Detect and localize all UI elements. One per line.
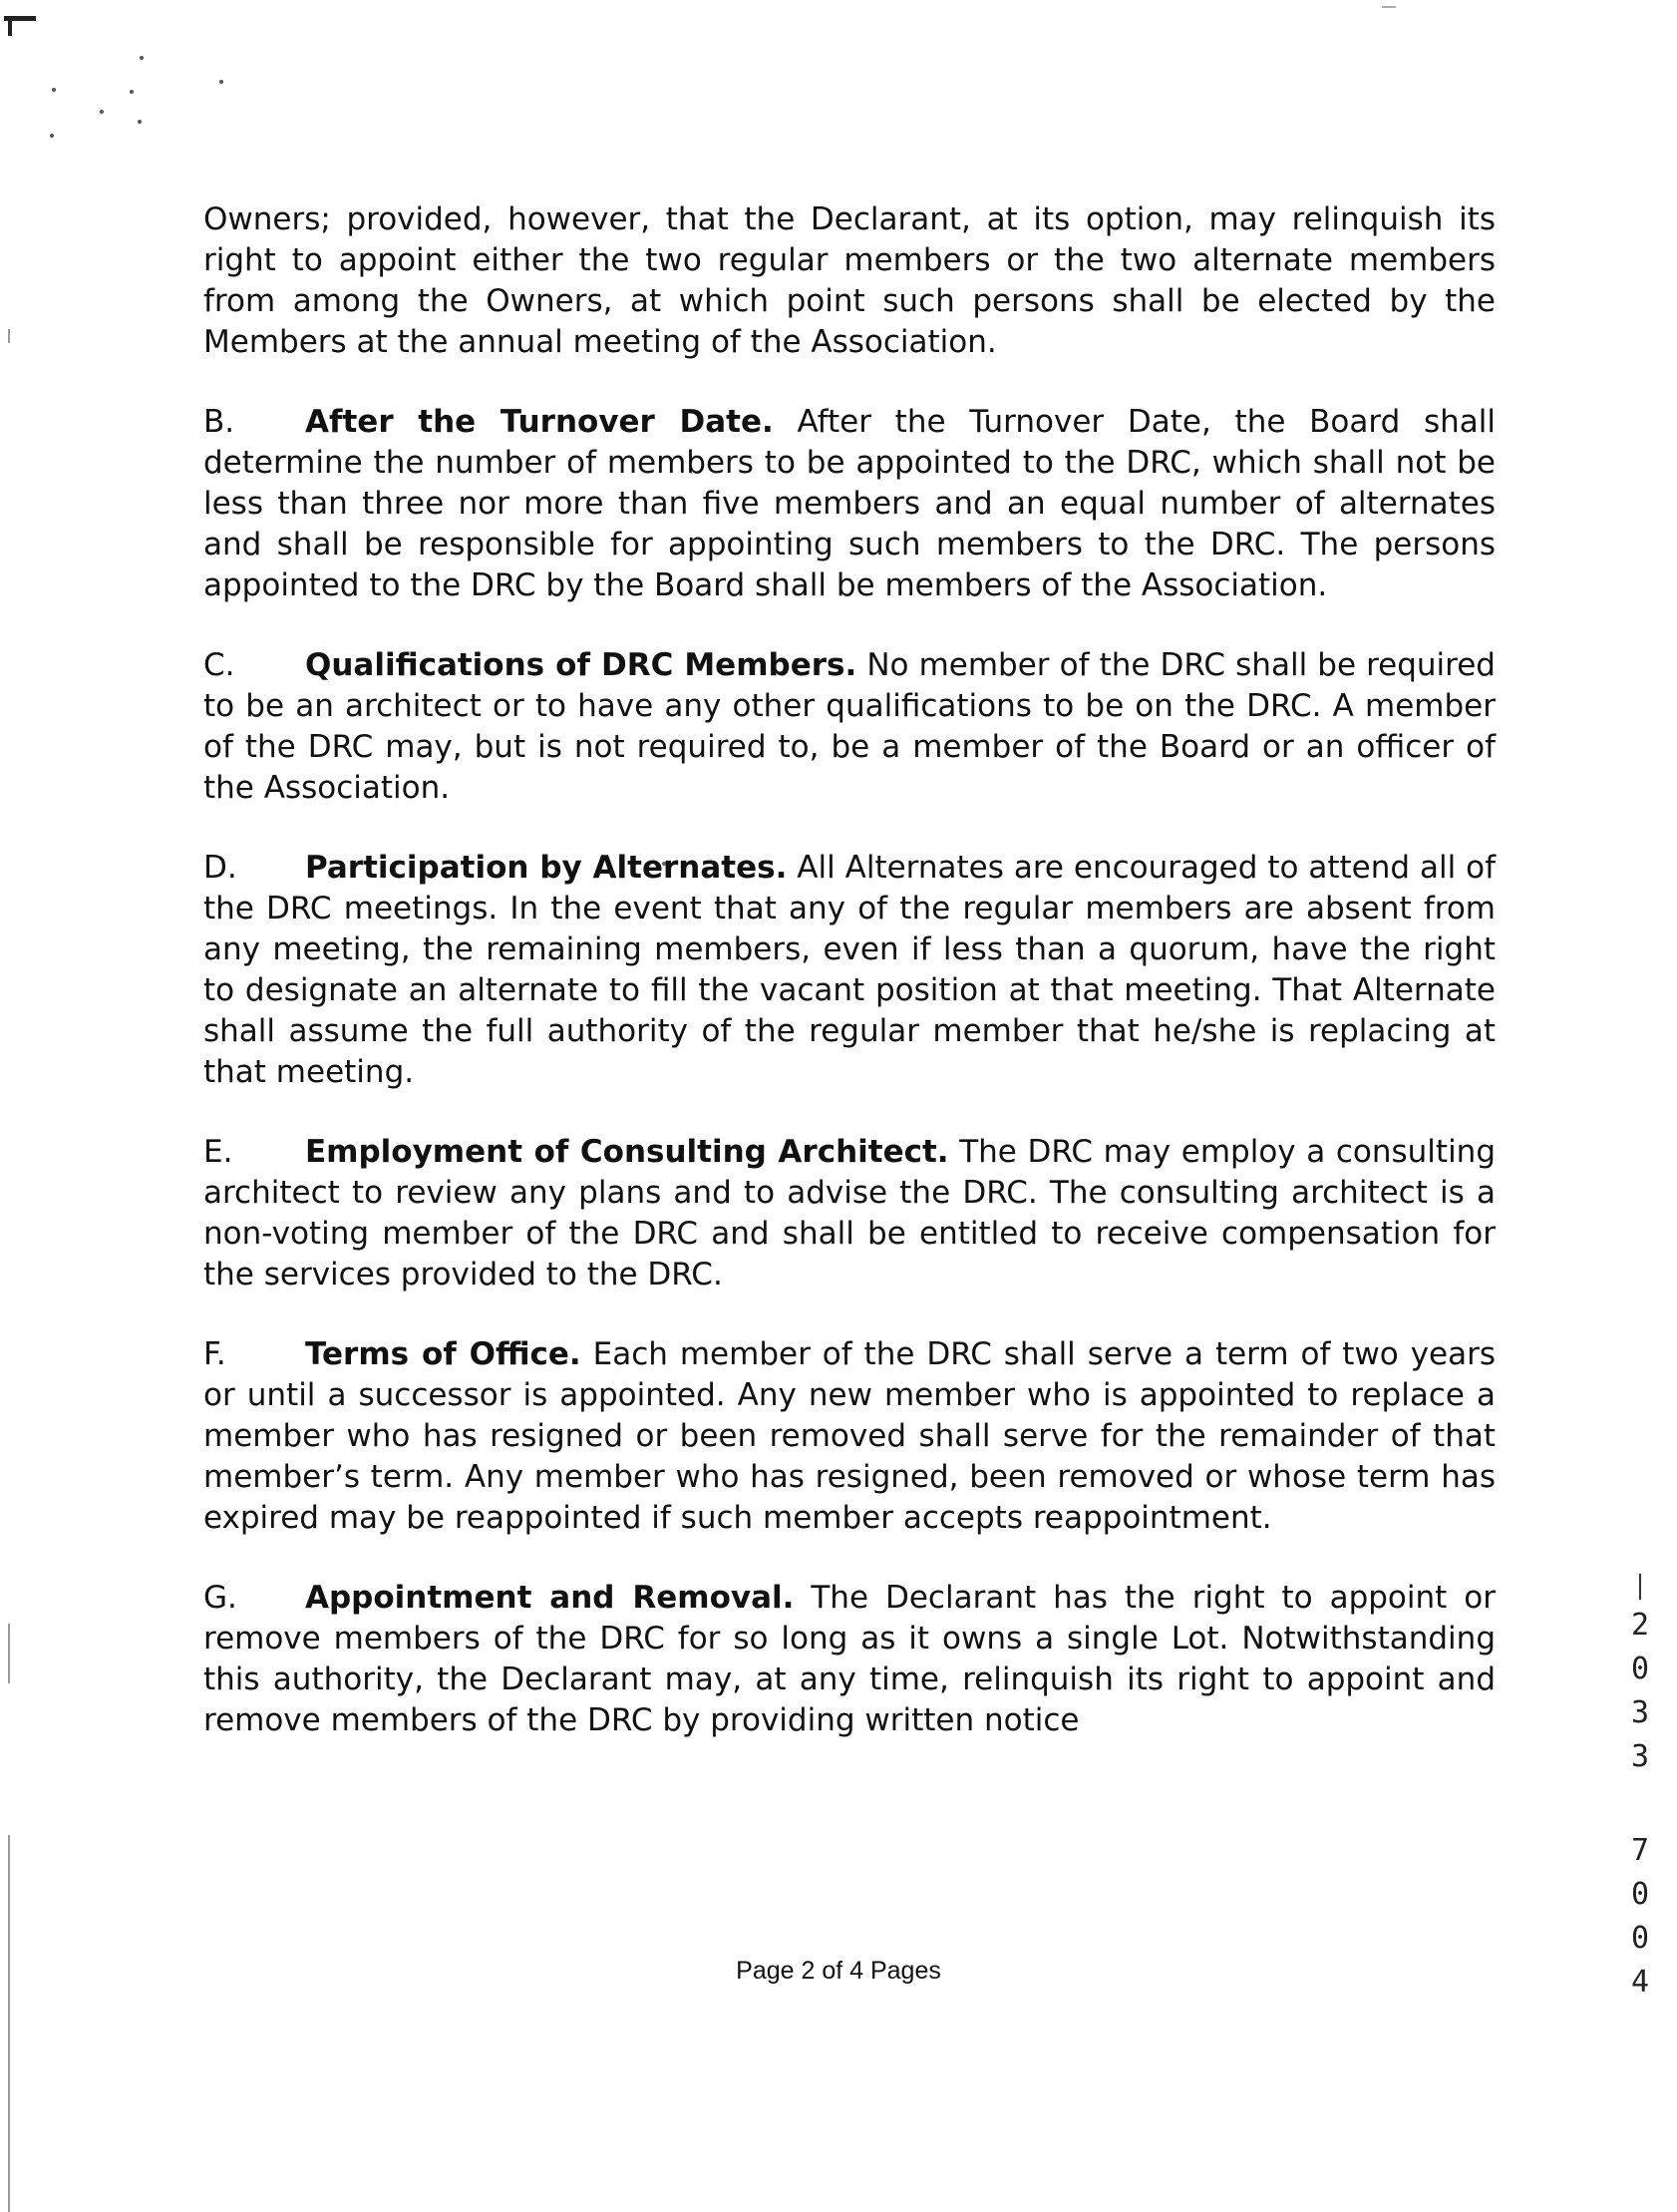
stamp-digit: 4 — [1630, 1965, 1650, 2000]
section-text: No member of the DRC shall be required to be an architect or to have any other qualifications to be on the DRC. A member of the DRC may, but is not required to, be a member of the Board or an officer of the Association. — [203, 647, 1496, 806]
stamp-digit: 7 — [1630, 1833, 1650, 1868]
section-heading: After the Turnover Date. — [305, 404, 774, 440]
recording-stamp-number — [1623, 1574, 1657, 2005]
corner-staple-mark-stem — [8, 16, 12, 36]
scan-edge-line — [8, 1624, 10, 1683]
section-text: Each member of the DRC shall serve a term of two years or until a successor is appointed. Any new member who is appointed to replace a member who has resigned or been removed shall serve for the remainder of that member’s term. Any member who has resigned, been removed or whose term has expired may be reappointed if such member accepts reappointment. — [203, 1336, 1497, 1536]
section-heading: Qualifications of DRC Members. — [305, 647, 857, 683]
scan-speck — [52, 88, 56, 92]
stamp-digit: 0 — [1630, 1652, 1650, 1686]
scan-speck — [130, 90, 134, 94]
section-heading: Participation by Alternates. — [305, 850, 788, 886]
scan-speck — [219, 80, 223, 84]
section-text: The Declarant has the right to appoint or remove members of the DRC for so long as it owns a single Lot. Notwithstanding this authority, the Declarant may, at any time, relinquish its right to appoint and remove members of the DRC by providing written notice — [203, 1580, 1496, 1738]
scan-speck — [1382, 6, 1396, 8]
paragraph — [203, 199, 1496, 363]
scan-edge-line — [8, 329, 10, 343]
scan-speck — [138, 120, 142, 124]
section-letter: E. — [203, 1134, 233, 1170]
paragraph — [203, 848, 1496, 1093]
scan-speck — [100, 110, 104, 114]
scan-speck — [140, 56, 144, 60]
section-text: After the Turnover Date, the Board shall determine the number of members to be appointed to the DRC, which shall not be less than three nor more than five members and an equal number of alternates and shall be responsible for appointing such members to the DRC. The persons appointed to the DRC by the Board shall be members of the Association. — [203, 404, 1496, 603]
section-letter: C. — [203, 647, 235, 683]
document-body — [203, 199, 1496, 1780]
section-heading: Employment of Consulting Architect. — [305, 1134, 949, 1170]
paragraph — [203, 1132, 1496, 1295]
paragraph — [203, 402, 1496, 606]
section-text: The DRC may employ a consulting architect to review any plans and to advise the DRC. The consulting architect is a non-voting member of the DRC and shall be entitled to receive compensation for the services provided to the DRC. — [203, 1134, 1497, 1292]
section-letter: D. — [203, 850, 237, 886]
section-letter: B. — [203, 404, 235, 440]
scan-edge-line — [8, 1835, 10, 2212]
section-letter: F. — [203, 1336, 226, 1372]
stamp-digit: 2 — [1630, 1608, 1650, 1643]
paragraph — [203, 1578, 1496, 1741]
stamp-digit: 3 — [1630, 1739, 1650, 1774]
page-footer: Page 2 of 4 Pages — [736, 1957, 941, 1985]
section-heading: Appointment and Removal. — [305, 1580, 795, 1616]
section-heading: Terms of Office. — [305, 1336, 581, 1372]
paragraph — [203, 645, 1496, 809]
section-letter: G. — [203, 1580, 237, 1616]
paragraph — [203, 1334, 1496, 1539]
stamp-digit: 0 — [1630, 1877, 1650, 1912]
scan-speck — [50, 134, 54, 138]
stamp-digit: 3 — [1630, 1695, 1650, 1730]
section-text: All Alternates are encouraged to attend all of the DRC meetings. In the event that any of the regular members are absent from any meeting, the remaining members, even if less than a quorum, have the right to designate an alternate to fill the vacant position at that meeting. That Alternate shall assume the full authority of the regular member that he/she is replacing at that meeting. — [203, 850, 1496, 1090]
stamp-digit: 0 — [1630, 1921, 1650, 1956]
stamp-tick-mark — [1639, 1574, 1641, 1600]
stamp-gap — [1623, 1779, 1657, 1829]
section-text: Owners; provided, however, that the Declarant, at its option, may relinquish its right to appoint either the two regular members or the two alternate members from among the Owners, at which point such persons shall be elected by the Members at the annual meeting of the Association. — [203, 201, 1496, 360]
